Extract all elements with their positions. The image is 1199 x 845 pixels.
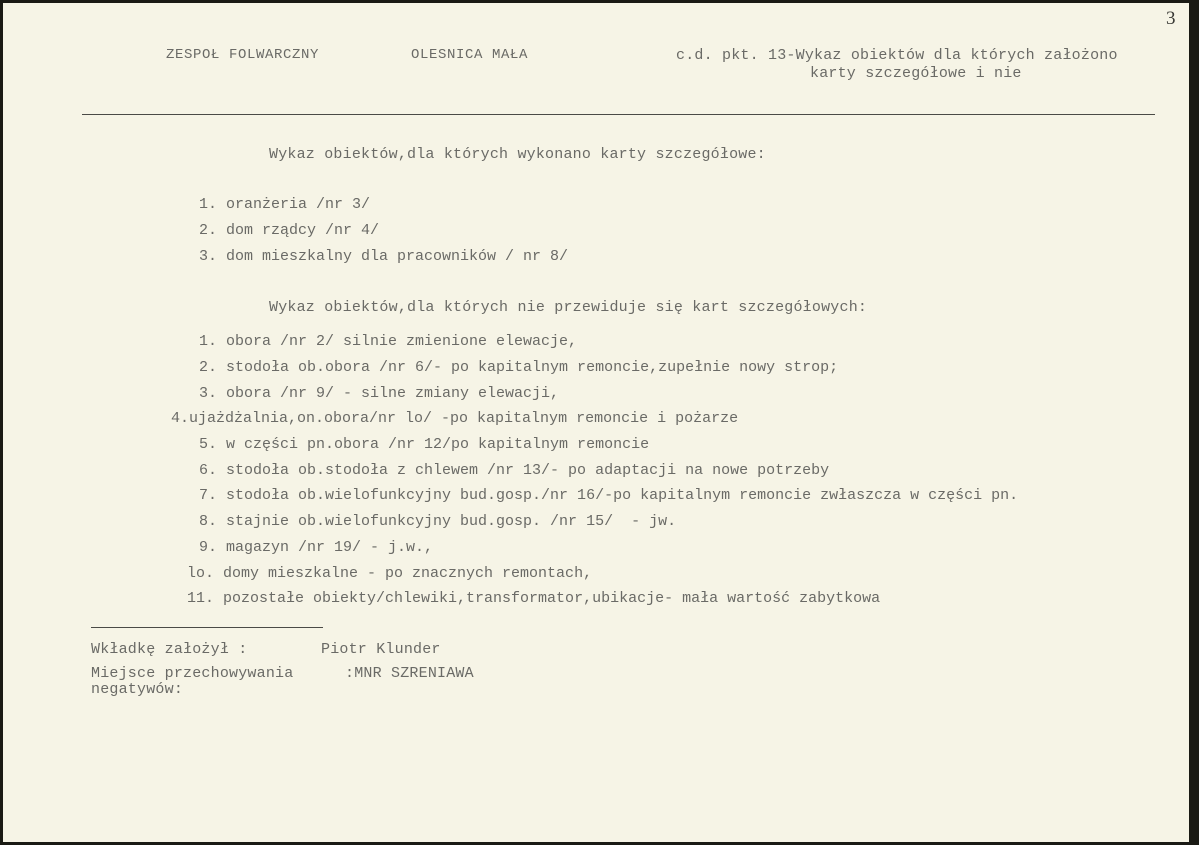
header-center-title: OLESNICA MAŁA <box>411 47 529 63</box>
list-item: 2. dom rządcy /nr 4/ <box>199 222 380 239</box>
list-item: 2. stodoła ob.obora /nr 6/- po kapitalnym remoncie,zupełnie nowy strop; <box>199 359 839 376</box>
list-item: 8. stajnie ob.wielofunkcyjny bud.gosp. /nr 15/ - jw. <box>199 513 677 530</box>
list-item: 6. stodoła ob.stodoła z chlewem /nr 13/- po adaptacji na nowe potrzeby <box>199 462 830 479</box>
list-item: 1. obora /nr 2/ silnie zmienione elewacje, <box>199 333 578 350</box>
storage-value: :MNR SZRENIAWA <box>345 665 474 682</box>
list-item: lo. domy mieszkalne - po znacznych remontach, <box>187 565 593 582</box>
storage-label: Miejsce przechowywania <box>91 665 294 682</box>
author-label: Wkładkę założył : <box>91 641 248 658</box>
section2-title: Wykaz obiektów,dla których nie przewiduje się kart szczegółowych: <box>269 299 868 316</box>
list-item: 11. pozostałe obiekty/chlewiki,transformator,ubikacje- mała wartość zabytkowa <box>187 590 881 607</box>
list-item: 7. stodoła ob.wielofunkcyjny bud.gosp./nr 16/-po kapitalnym remoncie zwłaszcza w części pn. <box>199 487 1019 504</box>
author-value: Piotr Klunder <box>321 641 441 658</box>
footer-divider <box>91 627 323 628</box>
list-item: 5. w części pn.obora /nr 12/po kapitalnym remoncie <box>199 436 650 453</box>
section1-title: Wykaz obiektów,dla których wykonano karty szczegółowe: <box>269 146 766 163</box>
list-item: 9. magazyn /nr 19/ - j.w., <box>199 539 434 556</box>
list-item: 1. oranżeria /nr 3/ <box>199 196 371 213</box>
header-right-line2: karty szczegółowe i nie <box>810 65 1022 82</box>
header-divider <box>82 114 1155 115</box>
document-page <box>3 3 1189 842</box>
storage-label-continued: negatywów: <box>91 681 184 698</box>
list-item: 3. dom mieszkalny dla pracowników / nr 8/ <box>199 248 569 265</box>
list-item: 3. obora /nr 9/ - silne zmiany elewacji, <box>199 385 560 402</box>
scan-edge <box>1189 0 1199 845</box>
header-left-title: ZESPOŁ FOLWARCZNY <box>166 47 320 63</box>
list-item: 4.ujażdżalnia,on.obora/nr lo/ -po kapitalnym remoncie i pożarze <box>171 410 739 427</box>
page-number: 3 <box>1166 8 1176 29</box>
header-right-line1: c.d. pkt. 13-Wykaz obiektów dla których założono <box>676 47 1118 64</box>
